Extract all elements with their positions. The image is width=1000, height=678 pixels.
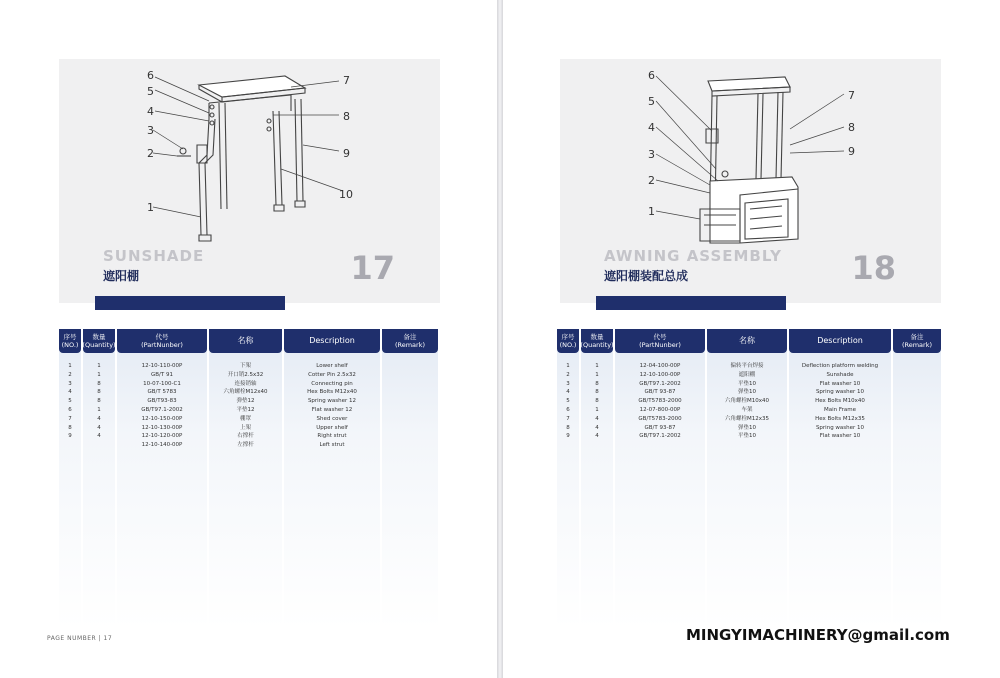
table-cell: 2 [68,371,72,378]
table-cell: 8 [595,380,599,387]
table-cell: 12-10-120-00P [141,433,183,440]
table-cell: 棚罩 [239,415,251,422]
header-partnumber: 代号 (PartNunber) [117,329,207,353]
table-cell: 7 [566,415,570,422]
table-cell: 下架 [239,363,251,369]
callout-2: 2 [648,174,655,187]
table-cell: 12-10-100-00P [639,371,681,378]
table-cell: Hex Bolts M12x40 [307,389,357,396]
table-cell: Hex Bolts M12x35 [815,415,865,422]
header-remark: 备注 (Remark) [382,329,438,353]
table-cell: 1 [595,371,599,378]
table-cell: 8 [97,380,101,387]
table-cell: 开口销2.5x32 [227,371,264,378]
table-cell: 8 [566,424,570,431]
table-cell: GB/T 93-87 [644,389,676,396]
table-cell: GB/T97.1-2002 [639,433,681,440]
table-cell: 弹垫10 [738,424,756,431]
callout-3: 3 [648,148,655,161]
table-cell: 六角螺栓M12x40 [223,389,268,396]
table-cell: Upper shelf [316,424,348,431]
table-cell: 8 [595,398,599,405]
table-cell: 平垫12 [236,407,255,413]
table-cell: Left strut [319,442,345,449]
table-cell: 12-10-130-00P [141,424,183,431]
table-cell: GB/T 5783 [147,389,177,396]
table-cell: 4 [97,433,101,440]
header-quantity: 数量 (Quantity) [581,329,613,353]
table-cell: 1 [595,407,599,413]
table-cell: 9 [68,433,72,440]
header-name: 名称 [209,329,282,353]
table-cell: Right strut [317,433,347,440]
callout-8: 8 [343,110,350,123]
table-cell: Connecting pin [311,380,353,387]
accent-bar [95,296,285,310]
table-cell: 1 [97,363,101,369]
accent-bar [596,296,786,310]
header-description: Description [789,329,891,353]
table-cell: 平垫10 [738,433,756,440]
table-cell: Main Frame [823,407,856,413]
table-cell: 12-10-140-00P [141,442,183,449]
header-no: 序号 (NO.) [59,329,81,353]
callout-9: 9 [343,147,350,160]
table-cell: 左撑杆 [237,442,254,449]
table-cell: 平垫10 [738,380,756,387]
sunshade-figure-panel [59,59,440,303]
section-title-cn: 遮阳棚装配总成 [604,269,689,283]
table-cell: 上架 [239,424,251,431]
header-remark: 备注 (Remark) [893,329,941,353]
table-cell: 4 [97,424,101,431]
callout-7: 7 [343,74,350,87]
table-cell: 9 [566,433,570,440]
table-cell: Flat washer 10 [819,433,861,440]
table-cell: 3 [566,380,570,387]
section-number: 18 [851,249,896,287]
table-cell: Spring washer 10 [815,389,865,396]
table-cell: Hex Bolts M10x40 [815,398,865,405]
table-cell: 1 [97,407,101,413]
table-cell: 连接销轴 [234,380,257,387]
header-name: 名称 [707,329,787,353]
col-remark [382,329,438,629]
callout-5: 5 [648,95,655,108]
table-cell: Lower shelf [316,363,348,369]
table-cell: 1 [595,363,599,369]
contact-email: MINGYIMACHINERY@gmail.com [686,626,950,644]
table-cell: GB/T 93-87 [644,424,676,431]
table-cell: GB/T93-83 [147,398,177,405]
table-cell: 5 [68,398,72,405]
table-cell: Shed cover [316,415,348,422]
table-cell: Sunshade [826,371,854,378]
table-cell: 4 [595,424,599,431]
table-cell: GB/T97.1-2002 [141,407,183,413]
callout-8: 8 [848,121,855,134]
left-page [0,0,497,678]
callout-4: 4 [648,121,655,134]
header-quantity: 数量 (Quantity) [83,329,115,353]
table-cell: 8 [68,424,72,431]
callout-2: 2 [147,147,154,160]
table-cell: Flat washer 12 [311,407,353,413]
table-cell: 5 [566,398,570,405]
table-cell: GB/T5783-2000 [638,415,682,422]
table-cell: 4 [595,433,599,440]
table-cell: Cotter Pin 2.5x32 [308,371,356,378]
table-cell: 12-07-800-00P [639,407,681,413]
table-cell: 3 [68,380,72,387]
callout-1: 1 [147,201,154,214]
table-cell: Deflection platform welding [801,363,879,369]
callout-9: 9 [848,145,855,158]
callout-10: 10 [339,188,353,201]
table-cell: 弹垫12 [236,398,255,405]
section-title-en: SUNSHADE [103,247,205,265]
callout-4: 4 [147,105,154,118]
table-cell: 8 [595,389,599,396]
header-description: Description [284,329,380,353]
table-cell: GB/T 91 [151,371,173,378]
table-cell: 6 [68,407,72,413]
section-title-cn: 遮阳棚 [103,269,140,283]
table-cell: 六角螺栓M12x35 [725,415,769,422]
table-cell: 6 [566,407,570,413]
table-cell: 12-10-110-00P [141,363,183,369]
header-partnumber: 代号 (PartNunber) [615,329,705,353]
table-cell: 7 [68,415,72,422]
table-cell: 4 [97,415,101,422]
table-cell: 车架 [741,407,753,413]
table-cell: 10-07-100-C1 [143,380,181,387]
table-cell: 12-10-150-00P [141,415,183,422]
table-cell: GB/T97.1-2002 [639,380,681,387]
table-cell: 12-04-100-00P [639,363,681,369]
table-cell: GB/T5783-2000 [638,398,682,405]
callout-1: 1 [648,205,655,218]
table-cell: 1 [68,363,72,369]
table-cell: 弹垫10 [738,389,756,396]
table-cell: Spring washer 10 [815,424,865,431]
callout-6: 6 [648,69,655,82]
col-remark [893,329,941,629]
header-no: 序号 (NO.) [557,329,579,353]
callout-7: 7 [848,89,855,102]
table-cell: 遮阳棚 [738,371,756,378]
table-cell: 4 [68,389,72,396]
table-cell: 1 [97,371,101,378]
callout-6: 6 [147,69,154,82]
table-cell: 1 [566,363,570,369]
table-cell: 六角螺栓M10x40 [725,398,769,405]
page-number-footer: PAGE NUMBER | 17 [47,635,113,642]
callout-5: 5 [147,85,154,98]
table-cell: 8 [97,398,101,405]
awning-figure-panel [560,59,941,303]
table-cell: Flat washer 10 [819,380,861,387]
table-cell: 4 [566,389,570,396]
table-cell: 4 [595,415,599,422]
section-title-en: AWNING ASSEMBLY [604,247,782,265]
section-number: 17 [350,249,395,287]
callout-3: 3 [147,124,154,137]
table-cell: Spring washer 12 [307,398,357,405]
table-cell: 8 [97,389,101,396]
table-cell [59,441,81,450]
table-cell [83,441,115,450]
table-cell: 偏转平台焊接 [730,363,764,369]
table-cell: 右撑杆 [237,433,254,440]
table-cell: 2 [566,371,570,378]
